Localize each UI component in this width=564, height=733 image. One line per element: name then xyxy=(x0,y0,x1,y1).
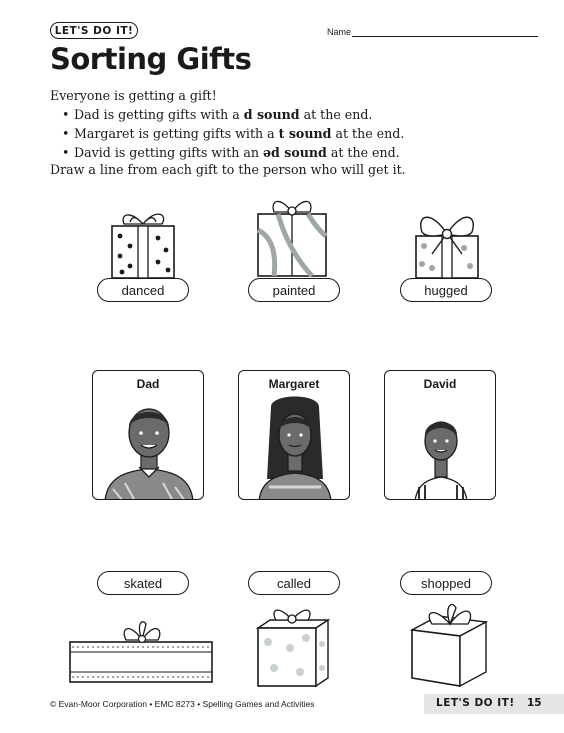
name-line xyxy=(352,36,538,37)
word-pill-hugged: hugged xyxy=(400,278,492,302)
rule-item-dad: • Dad is getting gifts with a d sound at the end. xyxy=(74,105,404,124)
lets-do-it-badge: LET'S DO IT! xyxy=(50,22,138,39)
gift-stripes-icon xyxy=(248,190,338,284)
word-pill-called: called xyxy=(248,571,340,595)
person-name-david: David xyxy=(423,377,457,391)
person-card-margaret xyxy=(238,370,350,500)
dad-portrait xyxy=(93,393,204,500)
rule-list xyxy=(74,105,404,162)
gift-spotted-box-icon xyxy=(252,598,334,690)
david-portrait xyxy=(385,393,496,500)
copyright-footer: © Evan-Moor Corporation • EMC 8273 • Spelling Games and Activities xyxy=(50,699,315,709)
footer-lets-do-it: LET'S DO IT! xyxy=(436,697,515,709)
gift-long-box-icon xyxy=(66,614,216,686)
rule-item-margaret: • Margaret is getting gifts with a t sound at the end. xyxy=(74,124,404,143)
instructions-text: Draw a line from each gift to the person who will get it. xyxy=(50,162,406,177)
page-title: Sorting Gifts xyxy=(50,42,252,76)
name-label: Name xyxy=(327,27,352,37)
word-pill-painted: painted xyxy=(248,278,340,302)
page-number: 15 xyxy=(527,697,542,709)
intro-text: Everyone is getting a gift! xyxy=(50,88,217,103)
word-pill-shopped: shopped xyxy=(400,571,492,595)
person-card-dad xyxy=(92,370,204,500)
person-card-david xyxy=(384,370,496,500)
gift-plain-box-icon xyxy=(404,598,490,690)
person-name-dad: Dad xyxy=(136,377,160,391)
person-name-margaret: Margaret xyxy=(268,377,320,391)
word-pill-skated: skated xyxy=(97,571,189,595)
gift-bow-icon xyxy=(402,204,492,284)
rule-item-david: • David is getting gifts with an əd sound at the end. xyxy=(74,143,404,162)
gift-dots-icon xyxy=(100,204,190,284)
margaret-portrait xyxy=(239,393,350,500)
word-pill-danced: danced xyxy=(97,278,189,302)
